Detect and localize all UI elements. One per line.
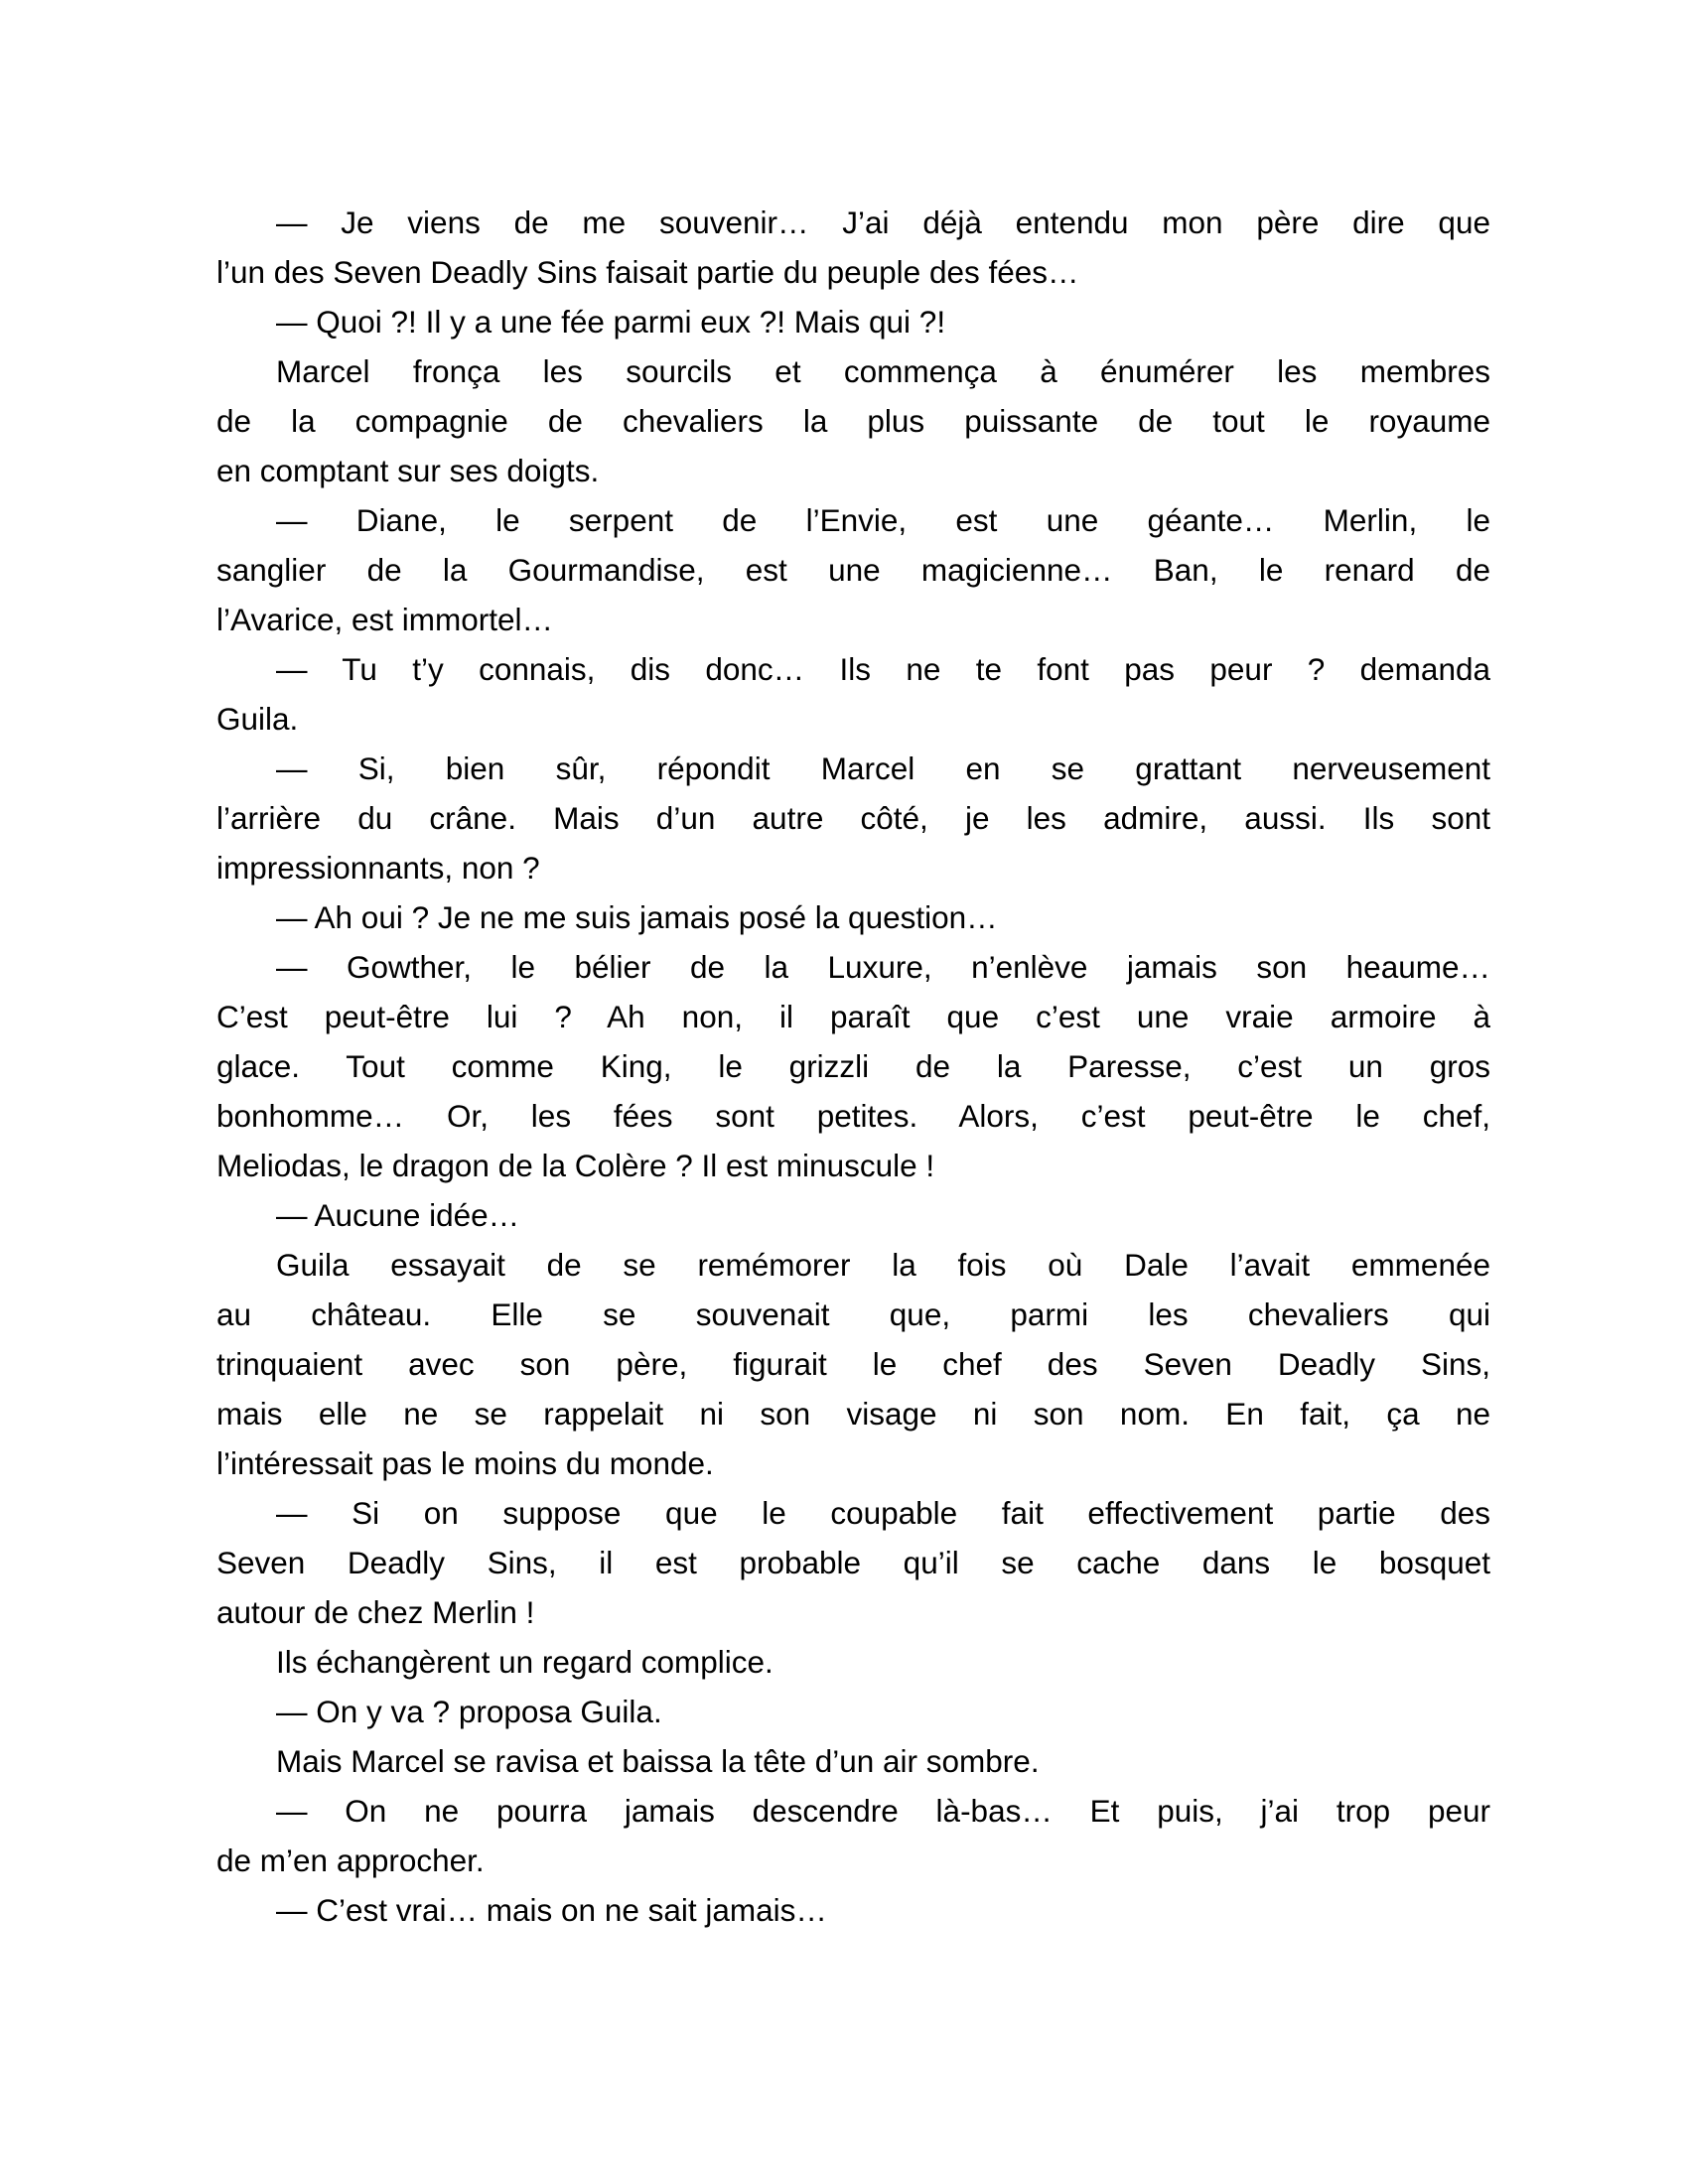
text-line: Marcel fronça les sourcils et commença à énumérer les membres [276, 353, 1490, 389]
text-line: Meliodas, le dragon de la Colère ? Il est minuscule ! [216, 1148, 935, 1183]
text-line: — Si, bien sûr, répondit Marcel en se grattant nerveusement [276, 751, 1490, 786]
text-line: autour de chez Merlin ! [216, 1594, 535, 1630]
text-line: impressionnants, non ? [216, 850, 540, 886]
text-line: en comptant sur ses doigts. [216, 453, 600, 488]
paragraph [216, 346, 1490, 495]
paragraph [216, 297, 1490, 346]
text-line: — Diane, le serpent de l’Envie, est une géante… Merlin, le [276, 502, 1490, 538]
text-line: Guila. [216, 701, 299, 737]
text-line: de la compagnie de chevaliers la plus puissante de tout le royaume [216, 403, 1490, 439]
paragraph [216, 744, 1490, 892]
text-line: — Aucune idée… [276, 1197, 520, 1233]
paragraph [216, 1488, 1490, 1637]
paragraph [216, 1240, 1490, 1488]
text-line: — On ne pourra jamais descendre là-bas… Et puis, j’ai trop peur [276, 1793, 1490, 1829]
text-line: — Quoi ?! Il y a une fée parmi eux ?! Mais qui ?! [276, 304, 946, 340]
text-line: — Si on suppose que le coupable fait effectivement partie des [276, 1495, 1490, 1531]
text-line: de m’en approcher. [216, 1843, 485, 1878]
text-line: mais elle ne se rappelait ni son visage ni son nom. En fait, ça ne [216, 1396, 1490, 1432]
text-line: l’arrière du crâne. Mais d’un autre côté, je les admire, aussi. Ils sont [216, 800, 1490, 836]
paragraph [216, 495, 1490, 644]
text-line: bonhomme… Or, les fées sont petites. Alors, c’est peut-être le chef, [216, 1098, 1490, 1134]
text-line: l’intéressait pas le moins du monde. [216, 1445, 714, 1481]
text-line: — C’est vrai… mais on ne sait jamais… [276, 1892, 827, 1928]
text-line: C’est peut-être lui ? Ah non, il paraît que c’est une vraie armoire à [216, 999, 1490, 1034]
paragraph [216, 644, 1490, 744]
paragraph [216, 1786, 1490, 1885]
text-column [216, 198, 1490, 1935]
text-line: — Je viens de me souvenir… J’ai déjà entendu mon père dire que [276, 205, 1490, 240]
paragraph [216, 942, 1490, 1190]
text-line: — Gowther, le bélier de la Luxure, n’enlève jamais son heaume… [276, 949, 1490, 985]
text-line: — Ah oui ? Je ne me suis jamais posé la question… [276, 899, 998, 935]
text-line: au château. Elle se souvenait que, parmi les chevaliers qui [216, 1297, 1490, 1332]
text-line: l’Avarice, est immortel… [216, 602, 553, 637]
text-line: sanglier de la Gourmandise, est une magicienne… Ban, le renard de [216, 552, 1490, 588]
text-line: Mais Marcel se ravisa et baissa la tête d’un air sombre. [276, 1743, 1040, 1779]
paragraph [216, 1637, 1490, 1687]
paragraph [216, 892, 1490, 942]
paragraph [216, 1687, 1490, 1736]
paragraph [216, 198, 1490, 297]
text-line: Ils échangèrent un regard complice. [276, 1644, 774, 1680]
text-line: glace. Tout comme King, le grizzli de la Paresse, c’est un gros [216, 1048, 1490, 1084]
paragraph [216, 1190, 1490, 1240]
text-line: — Tu t’y connais, dis donc… Ils ne te font pas peur ? demanda [276, 651, 1490, 687]
text-line: l’un des Seven Deadly Sins faisait partie du peuple des fées… [216, 254, 1079, 290]
text-line: Seven Deadly Sins, il est probable qu’il se cache dans le bosquet [216, 1545, 1490, 1580]
text-line: trinquaient avec son père, figurait le chef des Seven Deadly Sins, [216, 1346, 1490, 1382]
text-line: Guila essayait de se remémorer la fois où Dale l’avait emmenée [276, 1247, 1490, 1283]
paragraph [216, 1885, 1490, 1935]
text-line: — On y va ? proposa Guila. [276, 1694, 662, 1729]
paragraph [216, 1736, 1490, 1786]
